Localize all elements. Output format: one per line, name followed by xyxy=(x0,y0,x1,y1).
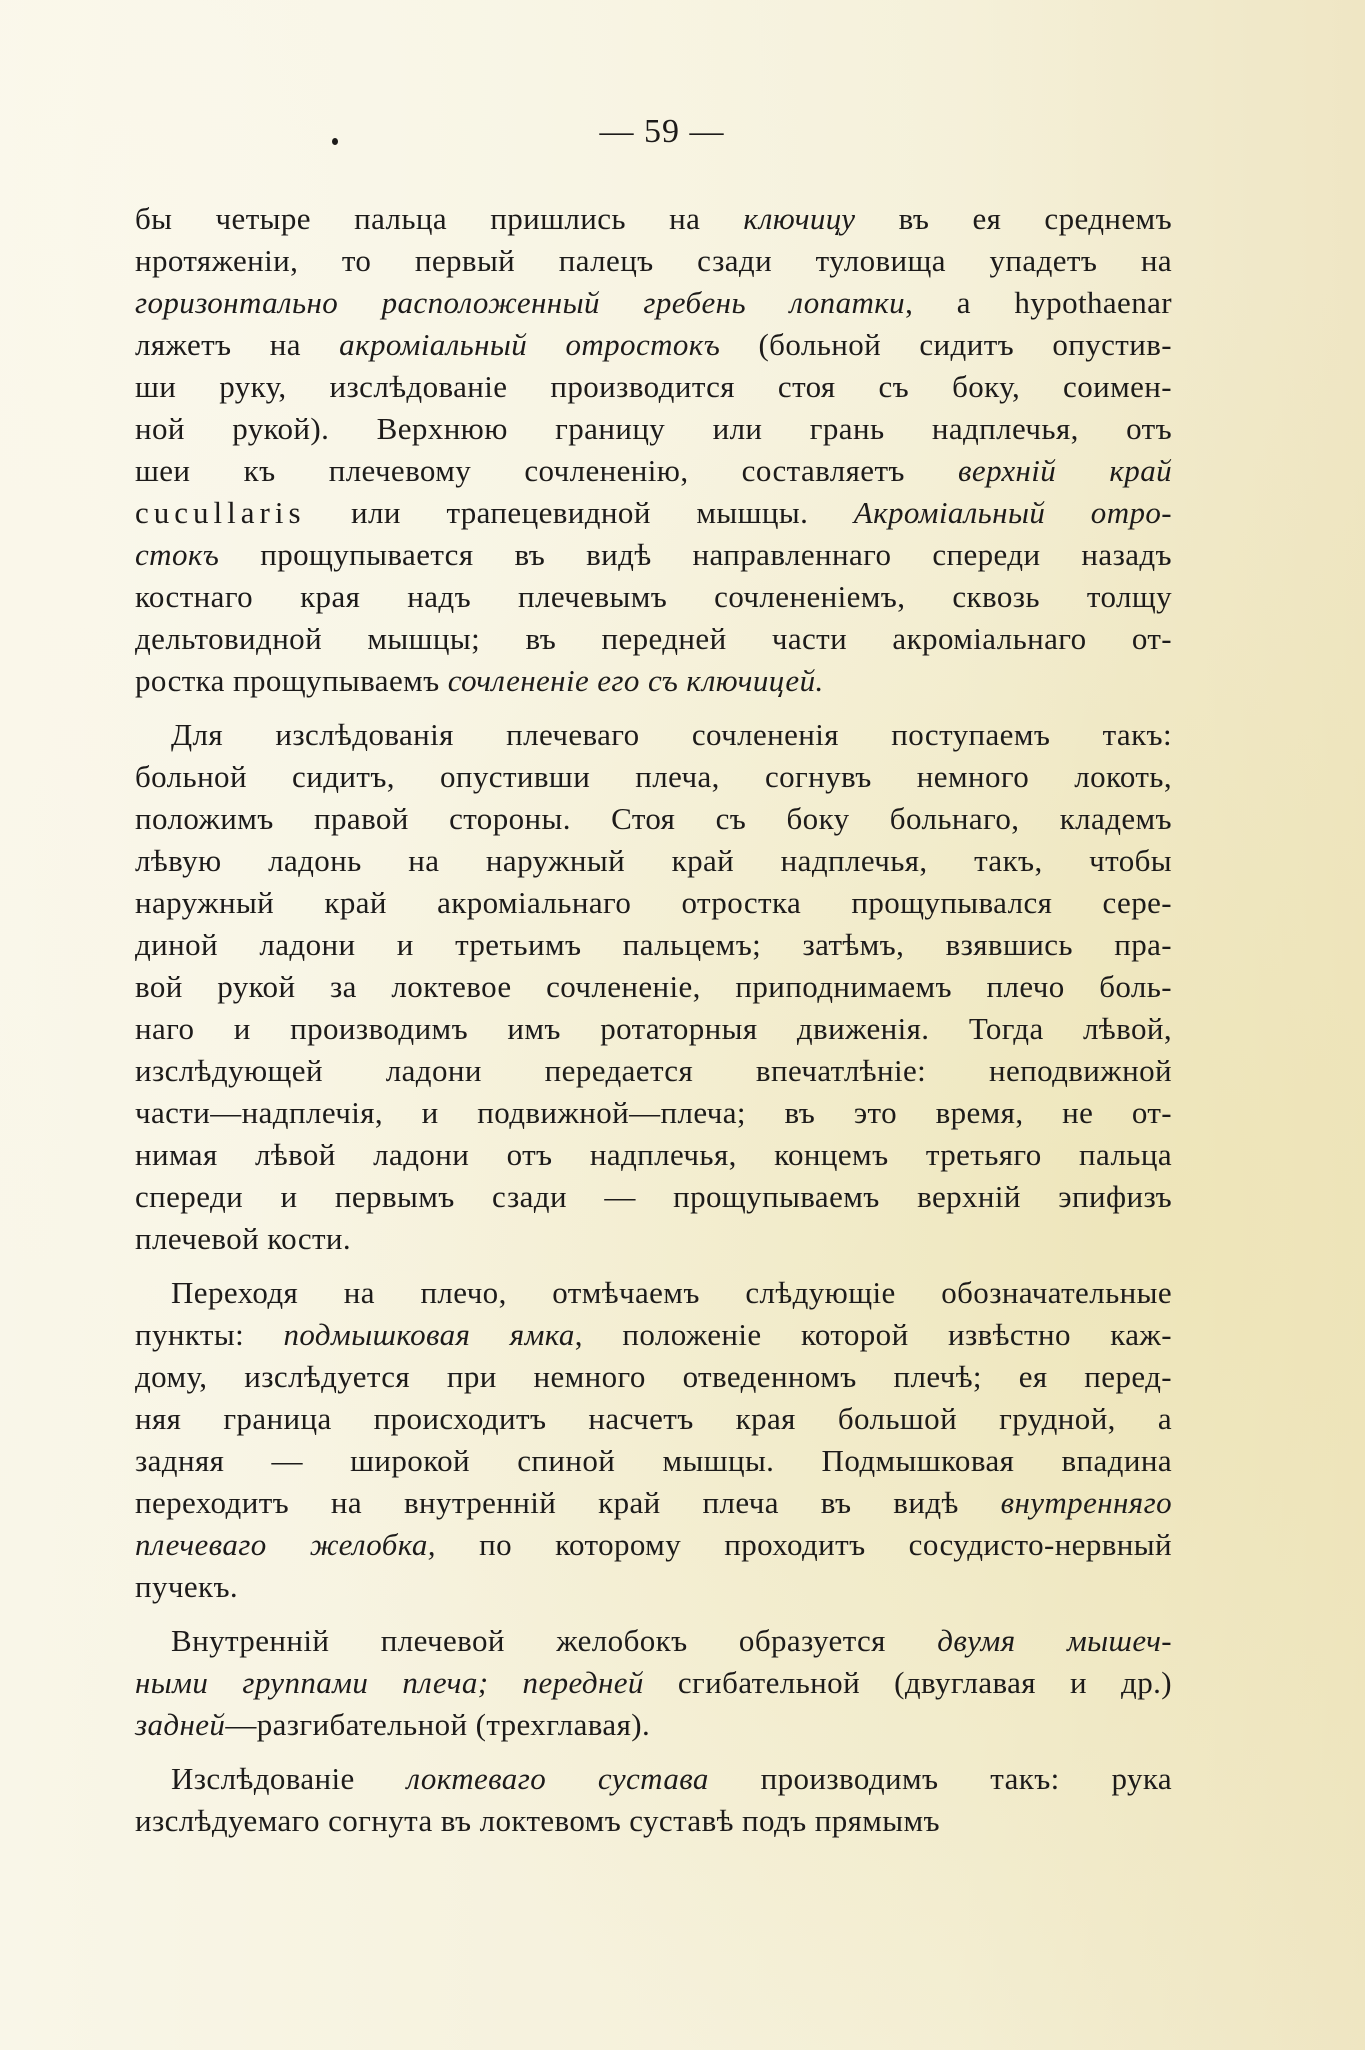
text-line xyxy=(135,1398,1172,1440)
text-run: дому, изслѣдуется при немного отведенномъ плечѣ; ея перед- xyxy=(135,1359,1172,1394)
italic-run: сочлененіе его съ ключицей. xyxy=(447,663,824,698)
text-run: ляжетъ на xyxy=(135,327,340,362)
text-run: лѣвую ладонь на наружный край надплечья, такъ, чтобы xyxy=(135,843,1172,878)
text-line xyxy=(135,924,1172,966)
text-run: пункты: xyxy=(135,1317,284,1352)
text-run: плечевой кости. xyxy=(135,1221,352,1256)
paragraph xyxy=(135,198,1172,702)
text-run: ростка прощупываемъ xyxy=(135,663,448,698)
text-line xyxy=(135,1092,1172,1134)
italic-run: Акроміальный отро- xyxy=(853,495,1173,530)
text-run: изслѣдующей ладони передается впечатлѣніе: неподвижной xyxy=(135,1053,1172,1088)
italic-run: горизонтально расположенный гребень лопатки xyxy=(135,285,906,320)
body-text xyxy=(135,198,1172,1842)
text-run: нротяженіи, то первый палецъ сзади туловища упадетъ на xyxy=(135,243,1172,278)
paragraph xyxy=(135,714,1172,1260)
text-line xyxy=(135,282,1172,324)
text-run: бы четыре пальца пришлись на xyxy=(135,201,744,236)
text-run: изслѣдуемаго согнута въ локтевомъ суставѣ подъ прямымъ xyxy=(135,1803,940,1838)
text-line xyxy=(135,882,1172,924)
text-line xyxy=(135,408,1172,450)
text-run: , а hypothaenar xyxy=(905,285,1172,320)
text-run: диной ладони и третьимъ пальцемъ; затѣмъ, взявшись пра- xyxy=(135,927,1172,962)
paragraph xyxy=(135,1620,1172,1746)
text-line xyxy=(135,660,1172,702)
text-line xyxy=(135,534,1172,576)
text-line xyxy=(135,492,1172,534)
text-line xyxy=(135,1758,1172,1800)
text-run: костнаго края надъ плечевымъ сочлененіемъ, сквозь толщу xyxy=(135,579,1172,614)
text-run: Для изслѣдованія плечеваго сочлененія поступаемъ такъ: xyxy=(171,717,1172,752)
text-line xyxy=(135,1176,1172,1218)
italic-run: задней xyxy=(135,1707,226,1742)
text-line xyxy=(135,1356,1172,1398)
text-line xyxy=(135,1008,1172,1050)
text-line xyxy=(135,324,1172,366)
text-run: нимая лѣвой ладони отъ надплечья, концемъ третьяго пальца xyxy=(135,1137,1172,1172)
italic-run: акроміальный отростокъ xyxy=(339,327,721,362)
text-run: Внутренній плечевой желобокъ образуется xyxy=(171,1623,938,1658)
paragraph-gap xyxy=(135,1260,1172,1272)
page-number: — 59 — xyxy=(599,113,725,150)
text-run: —разгибательной (трехглавая). xyxy=(225,1707,651,1742)
text-run: части—надплечія, и подвижной—плеча; въ это время, не от- xyxy=(135,1095,1172,1130)
italic-run: стокъ xyxy=(135,537,220,572)
text-line xyxy=(135,1704,1172,1746)
text-line xyxy=(135,1218,1172,1260)
italic-run: внутренняго xyxy=(1000,1485,1172,1520)
text-line xyxy=(135,714,1172,756)
text-run: ной рукой). Верхнюю границу или грань надплечья, отъ xyxy=(135,411,1172,446)
text-line xyxy=(135,1620,1172,1662)
text-line xyxy=(135,1800,1172,1842)
italic-run: плечеваго желобка, xyxy=(135,1527,436,1562)
text-run: по которому проходитъ сосудисто-нервный xyxy=(435,1527,1172,1562)
text-run: спереди и первымъ сзади — прощупываемъ верхній эпифизъ xyxy=(135,1179,1172,1214)
text-run: Изслѣдованіе xyxy=(171,1761,407,1796)
text-line xyxy=(135,1524,1172,1566)
text-run: дельтовидной мышцы; въ передней части акроміальнаго от- xyxy=(135,621,1172,656)
italic-run: подмышковая ямка xyxy=(283,1317,575,1352)
text-run: шеи къ плечевому сочлененію, составляетъ xyxy=(135,453,959,488)
text-run: производимъ такъ: рука xyxy=(708,1761,1173,1796)
text-line xyxy=(135,756,1172,798)
italic-run: локтеваго сустава xyxy=(406,1761,709,1796)
paragraph xyxy=(135,1272,1172,1608)
italic-run: верхній край xyxy=(958,453,1172,488)
text-run: наружный край акроміальнаго отростка прощупывался сере- xyxy=(135,885,1172,920)
text-line xyxy=(135,1050,1172,1092)
text-line xyxy=(135,1566,1172,1608)
text-line xyxy=(135,1134,1172,1176)
text-run: пучекъ. xyxy=(135,1569,239,1604)
text-run: няя граница происходитъ насчетъ края большой грудной, а xyxy=(135,1401,1172,1436)
text-run: (больной сидитъ опустив- xyxy=(720,327,1172,362)
text-run: наго и производимъ имъ ротаторныя движенія. Тогда лѣвой, xyxy=(135,1011,1172,1046)
paragraph xyxy=(135,1758,1172,1842)
ink-dot xyxy=(332,138,338,145)
text-line xyxy=(135,240,1172,282)
text-line xyxy=(135,198,1172,240)
italic-run: двумя мышеч- xyxy=(937,1623,1172,1658)
text-line xyxy=(135,1662,1172,1704)
text-run: въ ея среднемъ xyxy=(855,201,1172,236)
paragraph-gap xyxy=(135,1746,1172,1758)
text-run: положимъ правой стороны. Стоя съ боку больнаго, кладемъ xyxy=(135,801,1172,836)
spaced-run: cucullaris xyxy=(135,495,306,530)
italic-run: ключицу xyxy=(743,201,856,236)
text-line xyxy=(135,1440,1172,1482)
italic-run: ными группами плеча; передней xyxy=(135,1665,644,1700)
text-run: или трапецевидной мышцы. xyxy=(305,495,854,530)
text-line xyxy=(135,618,1172,660)
paragraph-gap xyxy=(135,1608,1172,1620)
text-run: переходитъ на внутренній край плеча въ видѣ xyxy=(135,1485,1001,1520)
text-run: сгибательной (двуглавая и др.) xyxy=(643,1665,1172,1700)
text-run: больной сидитъ, опустивши плеча, согнувъ немного локоть, xyxy=(135,759,1172,794)
text-line xyxy=(135,1314,1172,1356)
text-line xyxy=(135,1272,1172,1314)
text-line xyxy=(135,576,1172,618)
text-line xyxy=(135,798,1172,840)
text-line xyxy=(135,450,1172,492)
text-run: Переходя на плечо, отмѣчаемъ слѣдующіе обозначательные xyxy=(171,1275,1172,1310)
text-run: ши руку, изслѣдованіе производится стоя съ боку, соимен- xyxy=(135,369,1172,404)
text-line xyxy=(135,840,1172,882)
paragraph-gap xyxy=(135,702,1172,714)
text-line xyxy=(135,966,1172,1008)
text-run: , положеніе которой извѣстно каж- xyxy=(574,1317,1172,1352)
text-run: задняя — широкой спиной мышцы. Подмышковая впадина xyxy=(135,1443,1172,1478)
text-run: прощупывается въ видѣ направленнаго спереди назадъ xyxy=(219,537,1172,572)
text-line xyxy=(135,1482,1172,1524)
text-run: вой рукой за локтевое сочлененіе, приподнимаемъ плечо боль- xyxy=(135,969,1172,1004)
text-line xyxy=(135,366,1172,408)
